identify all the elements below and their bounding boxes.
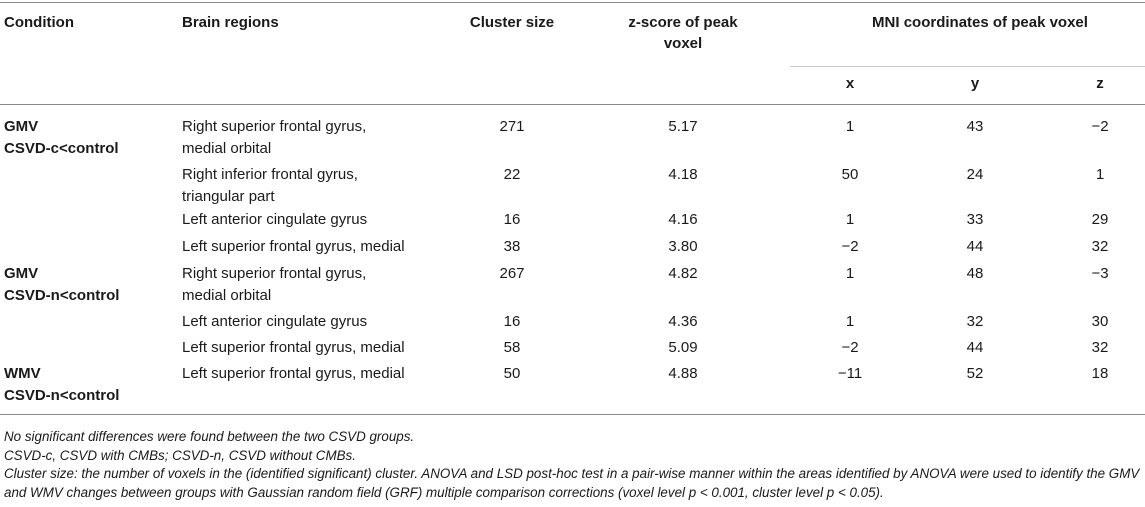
mni-x-value: 1 — [845, 118, 855, 135]
mni-x-value: −2 — [841, 339, 859, 356]
z-score-value: 4.88 — [668, 365, 698, 382]
mni-y-value: 32 — [966, 313, 984, 330]
mni-x-value: 1 — [845, 211, 855, 228]
mni-x-value: −2 — [841, 238, 859, 255]
brain-region: medial orbital — [182, 140, 272, 157]
brain-region: Right superior frontal gyrus, — [182, 265, 367, 282]
mni-x-value: 1 — [845, 313, 855, 330]
mni-z-value: 32 — [1091, 238, 1109, 255]
table-top-rule — [0, 2, 1145, 3]
brain-region: Left superior frontal gyrus, medial — [182, 238, 405, 255]
footnote-1: No significant differences were found between the two CSVD groups. — [4, 429, 415, 444]
condition-label: WMV — [4, 365, 41, 382]
cluster-size-value: 16 — [503, 313, 521, 330]
condition-label: CSVD-c<control — [4, 140, 119, 157]
mni-subheader-rule — [790, 66, 1145, 67]
condition-label: GMV — [4, 118, 39, 135]
mni-y-value: 48 — [966, 265, 984, 282]
brain-region: triangular part — [182, 188, 275, 205]
z-score-value: 5.17 — [668, 118, 698, 135]
mni-z-value: −2 — [1091, 118, 1109, 135]
brain-region: Left anterior cingulate gyrus — [182, 313, 368, 330]
mni-y-value: 24 — [966, 166, 984, 183]
header-y: y — [970, 75, 980, 92]
mni-y-value: 43 — [966, 118, 984, 135]
brain-region: Right inferior frontal gyrus, — [182, 166, 358, 183]
z-score-value: 4.16 — [668, 211, 698, 228]
condition-label: GMV — [4, 265, 39, 282]
condition-label: CSVD-n<control — [4, 387, 120, 404]
brain-region: Left superior frontal gyrus, medial — [182, 365, 405, 382]
z-score-value: 4.36 — [668, 313, 698, 330]
brain-region: medial orbital — [182, 287, 272, 304]
mni-z-value: −3 — [1091, 265, 1109, 282]
table-bottom-rule — [0, 414, 1145, 415]
condition-label: CSVD-n<control — [4, 287, 120, 304]
mni-y-value: 33 — [966, 211, 984, 228]
z-score-value: 3.80 — [668, 238, 698, 255]
z-score-value: 5.09 — [668, 339, 698, 356]
header-x: x — [845, 75, 855, 92]
header-z-score: z-score of peak voxel — [628, 14, 738, 52]
footnote-2: CSVD-c, CSVD with CMBs; CSVD-n, CSVD without CMBs. — [4, 447, 356, 463]
cluster-size-value: 58 — [503, 339, 521, 356]
mni-x-value: −11 — [837, 365, 863, 382]
mni-z-value: 32 — [1091, 339, 1109, 356]
mni-z-value: 1 — [1095, 166, 1105, 183]
brain-region: Left anterior cingulate gyrus — [182, 211, 368, 228]
brain-region: Right superior frontal gyrus, — [182, 118, 367, 135]
header-condition: Condition — [4, 14, 74, 31]
cluster-size-value: 16 — [503, 211, 521, 228]
brain-region: Left superior frontal gyrus, medial — [182, 339, 405, 356]
mni-z-value: 18 — [1091, 365, 1109, 382]
header-mni-coordinates: MNI coordinates of peak voxel — [872, 14, 1088, 31]
header-cluster-size: Cluster size — [469, 14, 555, 31]
mni-y-value: 52 — [966, 365, 984, 382]
mni-y-value: 44 — [966, 339, 984, 356]
mni-x-value: 50 — [841, 166, 859, 183]
z-score-value: 4.82 — [668, 265, 698, 282]
mni-y-value: 44 — [966, 238, 984, 255]
mni-x-value: 1 — [845, 265, 855, 282]
cluster-size-value: 38 — [503, 238, 521, 255]
mni-z-value: 30 — [1091, 313, 1109, 330]
mni-z-value: 29 — [1091, 211, 1109, 228]
header-bottom-rule — [0, 104, 1145, 105]
z-score-value: 4.18 — [668, 166, 698, 183]
cluster-size-value: 50 — [503, 365, 521, 382]
header-z: z — [1096, 75, 1104, 92]
cluster-size-value: 267 — [499, 265, 525, 282]
cluster-size-value: 22 — [503, 166, 521, 183]
table-footnotes — [4, 428, 1142, 502]
header-brain-regions: Brain regions — [182, 14, 279, 31]
footnote-3: Cluster size: the number of voxels in the (identified significant) cluster. ANOVA and LSD post-hoc test in a pair-wise manner within the areas identified by ANOVA were used to identify the GMV and WMV changes between groups with Gaussian random field (GRF) multiple comparison corrections (voxel level p < 0.001, cluster level p < 0.05). — [4, 466, 1140, 500]
cluster-size-value: 271 — [499, 118, 525, 135]
